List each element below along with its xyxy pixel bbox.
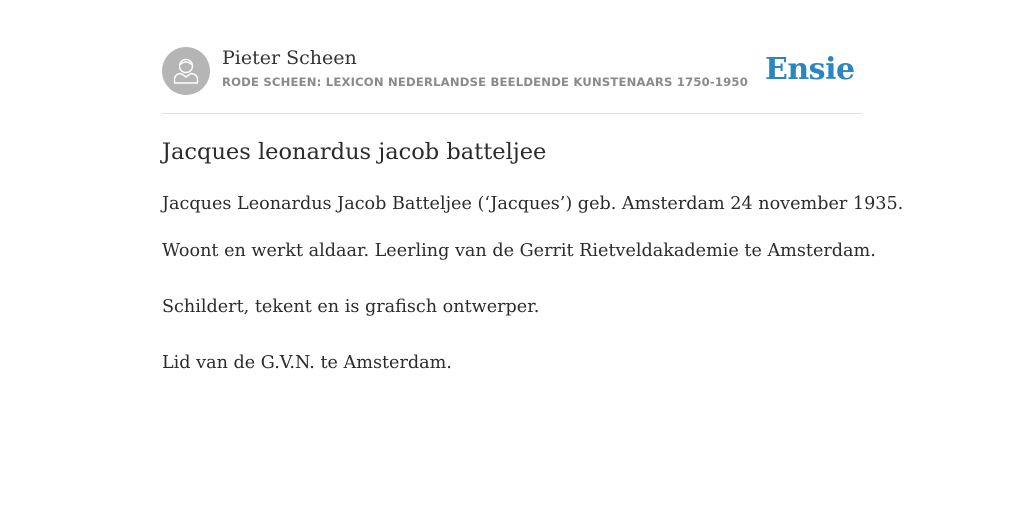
article-paragraph: Schildert, tekent en is grafisch ontwerper.	[162, 297, 540, 317]
user-placeholder-icon	[162, 47, 210, 95]
article-paragraph: Jacques Leonardus Jacob Batteljee (‘Jacques’) geb. Amsterdam 24 november 1935.	[162, 194, 904, 214]
author-name[interactable]: Pieter Scheen	[222, 47, 357, 69]
article-title: Jacques leonardus jacob batteljee	[162, 139, 547, 165]
ensie-logo[interactable]: Ensie	[765, 52, 855, 87]
article-paragraph: Woont en werkt aldaar. Leerling van de Gerrit Rietveldakademie te Amsterdam.	[162, 241, 876, 261]
article-paragraph: Lid van de G.V.N. te Amsterdam.	[162, 353, 452, 373]
author-avatar[interactable]	[162, 47, 210, 95]
source-lexicon[interactable]: RODE SCHEEN: LEXICON NEDERLANDSE BEELDENDE KUNSTENAARS 1750-1950	[222, 75, 748, 89]
article-header	[162, 46, 862, 114]
